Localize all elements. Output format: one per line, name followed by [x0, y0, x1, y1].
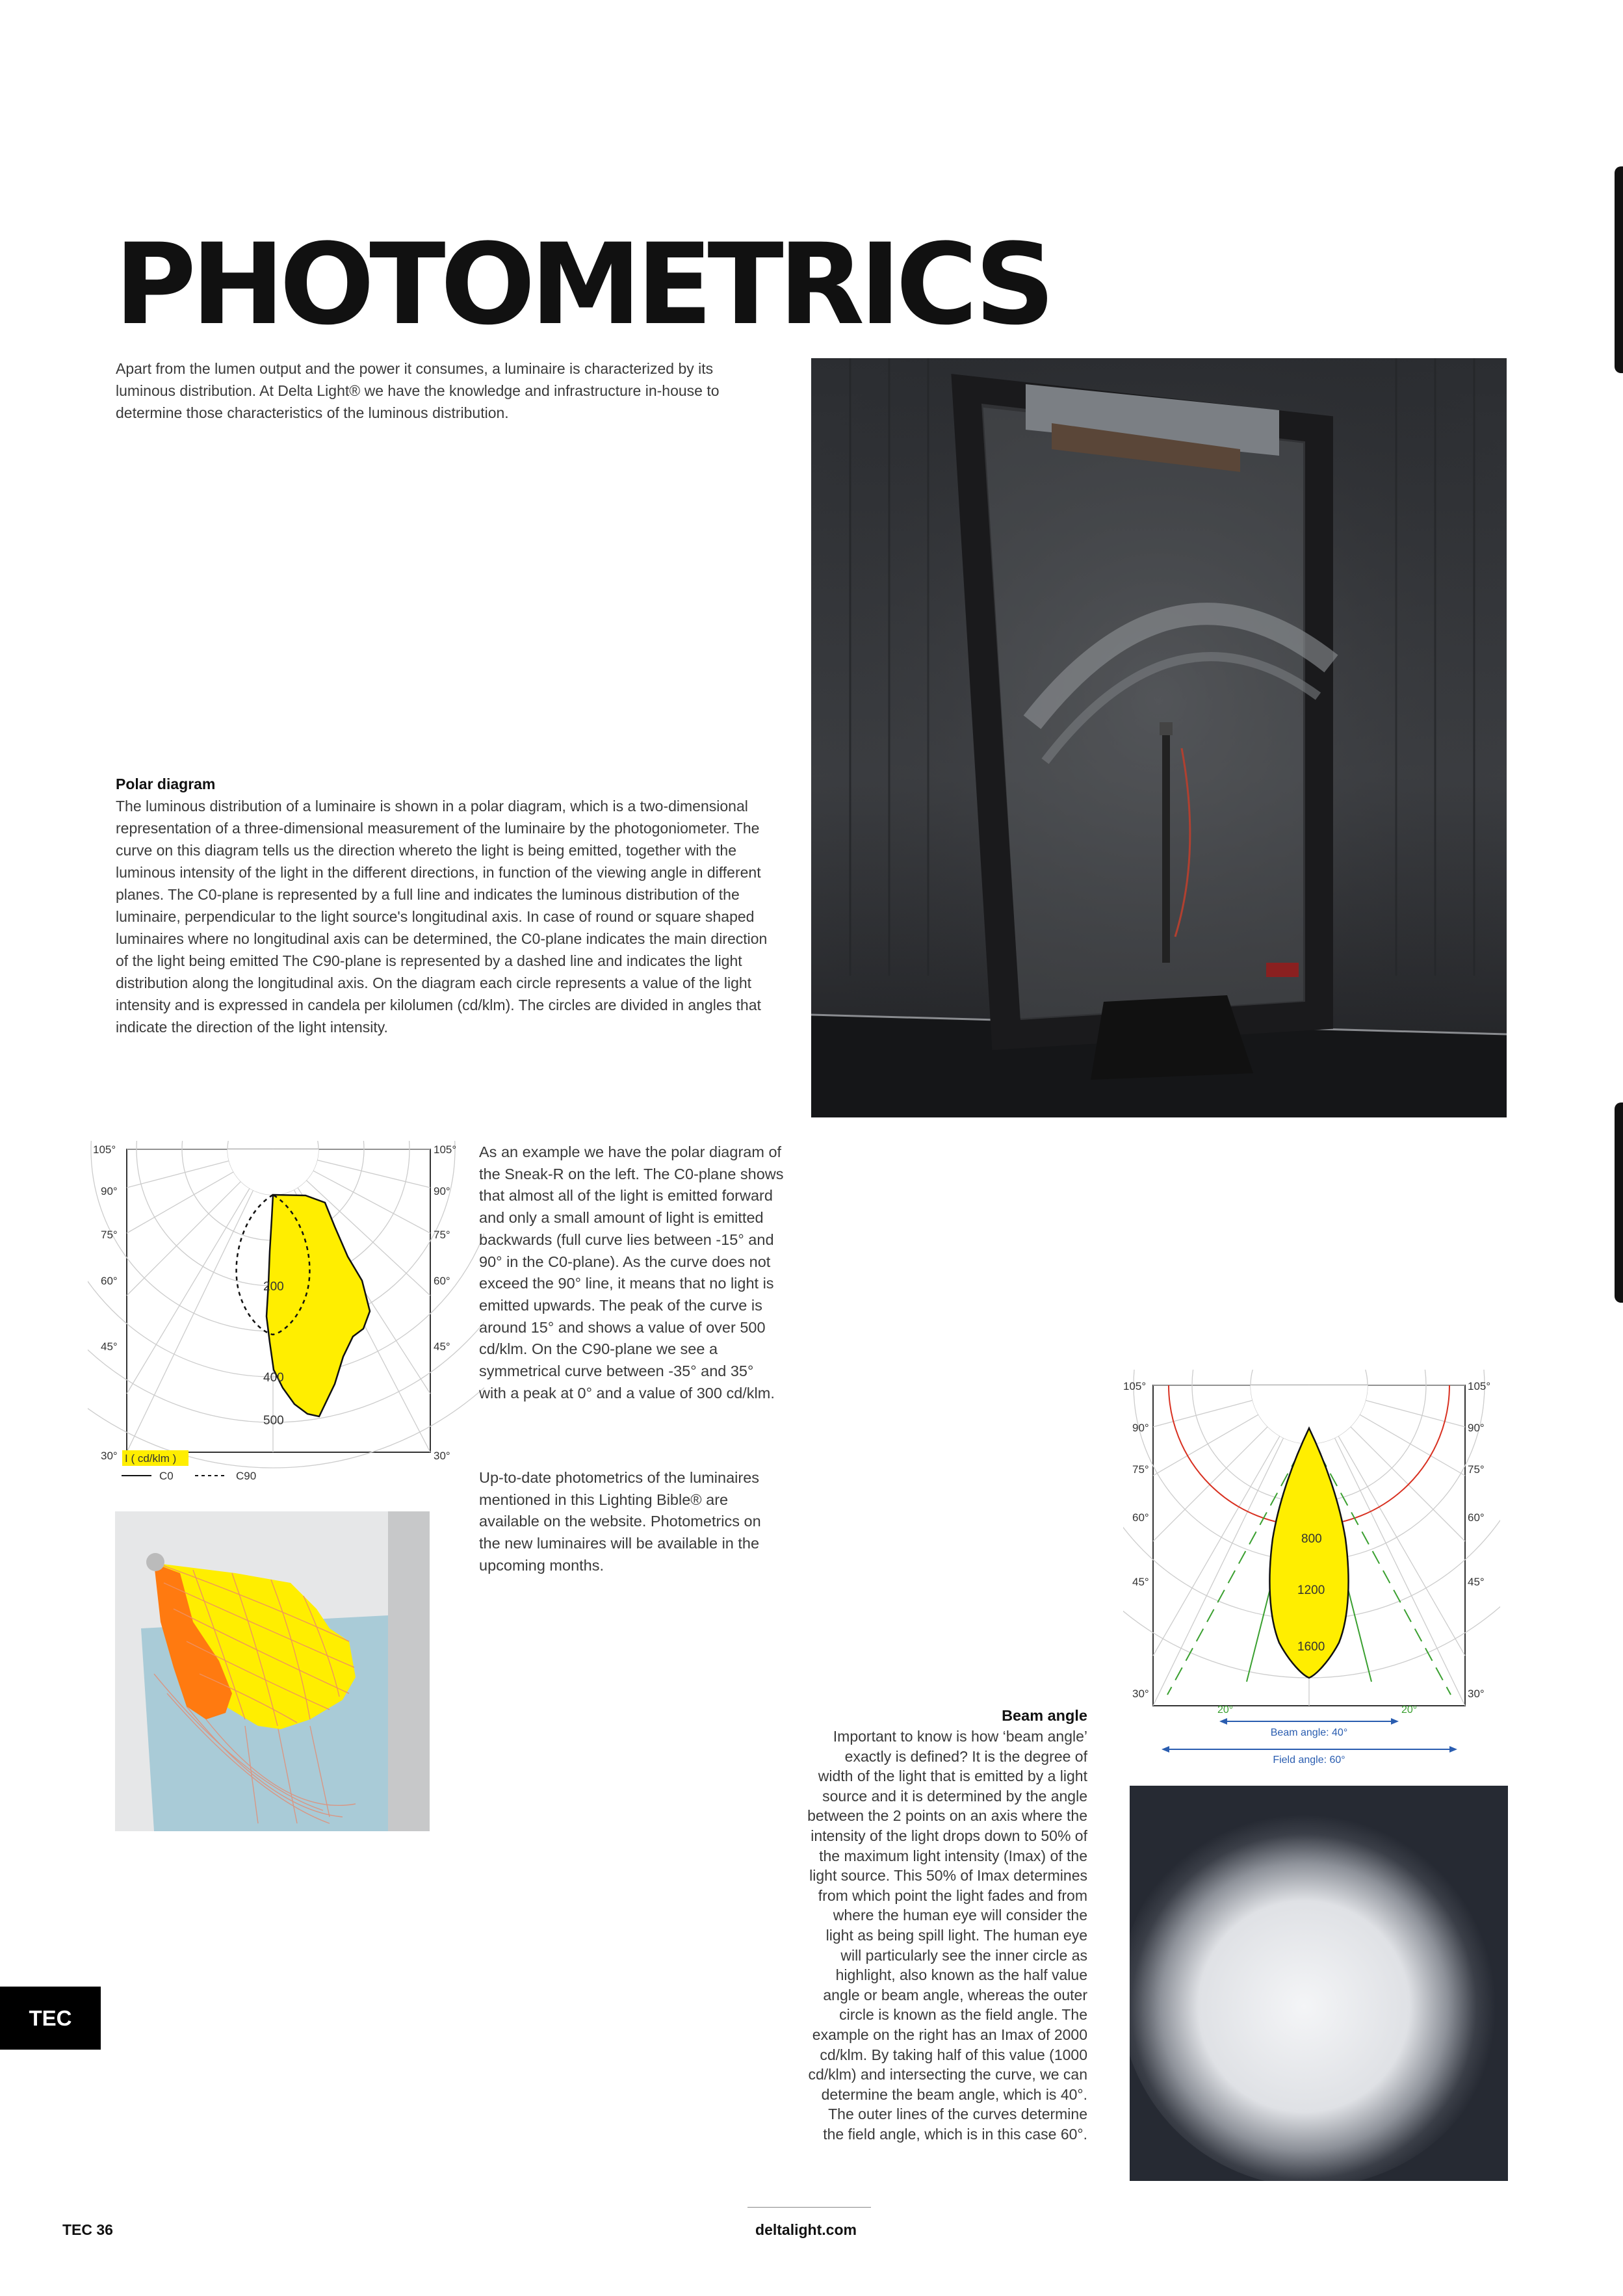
polar-diagram-heading: Polar diagram	[116, 776, 216, 792]
polar-diagram-beam-angle	[1123, 1370, 1500, 1766]
beam-angle-label: Beam angle: 40°	[1270, 1727, 1348, 1738]
section-edge-tab-middle	[1615, 1102, 1623, 1303]
light-spot-photo	[1130, 1786, 1508, 2181]
polar-diagram-text: The luminous distribution of a luminaire is shown in a polar diagram, which is a two-dimensional representation of a three-dimensional measurement of the luminaire by the photogoniometer. The curve on this diagram tells us the direction whereto the light is being emitted, together with the luminous intensity of the light in the different directions, in function of the viewing angle in different planes. The C0-plane is represented by a full line and indicates the luminous distribution of the luminaire, perpendicular to the light source's longitudinal axis. In case of round or square shaped luminaires where no longitudinal axis can be determined, the C0-plane indicates the main direction of the light being emitted The C90-plane is represented by a dashed line and indicates the light distribution along the longitudinal axis. On the diagram each circle represents a value of the light intensity and is expressed in candela per kilolumen (cd/klm). The circles are divided in angles that indicate the direction of the light intensity.	[116, 798, 768, 1036]
angle-label-45-right: 45°	[434, 1340, 450, 1353]
ring-label-200: 200	[263, 1280, 284, 1294]
footer-divider	[747, 2207, 871, 2208]
ring-label-500: 500	[263, 1414, 284, 1428]
half-angle-left-label: 20°	[1217, 1704, 1234, 1715]
section-edge-tab-top	[1615, 166, 1623, 373]
website-link[interactable]: deltalight.com	[755, 2221, 857, 2238]
section-tab-tec[interactable]	[0, 1987, 101, 2050]
angle-label-105-left: 105°	[1123, 1380, 1147, 1392]
angle-label-60-right: 60°	[434, 1275, 450, 1287]
update-paragraph: Up-to-date photometrics of the luminaires mentioned in this Lighting Bible® are available on the website. Photometrics on the new luminaires will be available in the upcoming months.	[479, 1469, 761, 1574]
angle-label-75-right: 75°	[1468, 1463, 1485, 1476]
photometric-3d-render	[115, 1511, 430, 1831]
page-title: PHOTOMETRICS	[114, 219, 1050, 350]
ring-label-1600: 1600	[1297, 1640, 1325, 1654]
angle-label-45-left: 45°	[1132, 1576, 1149, 1588]
angle-label-60-right: 60°	[1468, 1511, 1485, 1524]
angle-label-45-right: 45°	[1468, 1576, 1485, 1588]
angle-label-45-left: 45°	[101, 1340, 118, 1353]
ring-label-1200: 1200	[1297, 1584, 1325, 1597]
angle-label-105-right: 105°	[434, 1143, 457, 1156]
angle-label-90-right: 90°	[434, 1185, 450, 1197]
legend-c90-label: C90	[236, 1470, 257, 1482]
photogoniometer-photo	[811, 358, 1507, 1117]
angle-label-60-left: 60°	[101, 1275, 118, 1287]
polar-diagram-sneak-r	[88, 1141, 484, 1489]
angle-label-75-left: 75°	[1132, 1463, 1149, 1476]
page-number: TEC 36	[62, 2221, 113, 2238]
angle-label-105-right: 105°	[1468, 1380, 1491, 1392]
unit-label: I ( cd/klm )	[125, 1452, 177, 1465]
angle-label-30-left: 30°	[101, 1450, 118, 1462]
ring-label-400: 400	[263, 1371, 284, 1385]
angle-label-75-right: 75°	[434, 1229, 450, 1241]
angle-label-90-left: 90°	[101, 1185, 118, 1197]
field-angle-label: Field angle: 60°	[1273, 1755, 1345, 1766]
angle-label-105-left: 105°	[93, 1143, 116, 1156]
legend-c0-label: C0	[159, 1470, 174, 1482]
ring-label-800: 800	[1301, 1532, 1322, 1546]
angle-label-60-left: 60°	[1132, 1511, 1149, 1524]
angle-label-90-right: 90°	[1468, 1422, 1485, 1434]
angle-label-30-left: 30°	[1132, 1688, 1149, 1700]
beam-angle-text: Important to know is how ‘beam angle’ exactly is defined? It is the degree of width of the light that is emitted by a light source and it is determined by the angle between the 2 points on an axis where the intensity of the light drops down to 50% of the maximum light intensity (Imax) of the light source. This 50% of Imax determines from which point the light fades and from where the human eye will consider the light as being spill light. The human eye will particularly see the inner circle as highlight, also known as the half value angle or beam angle, whereas the outer circle is known as the field angle. The example on the right has an Imax of 2000 cd/klm. By taking half of this value (1000 cd/klm) and intersecting the curve, we can determine the beam angle, which is 40°. The outer lines of the curves determine the field angle, which is in this case 60°.	[807, 1728, 1087, 2143]
example-paragraph: As an example we have the polar diagram of the Sneak-R on the left. The C0-plane shows that almost all of the light is emitted forward and only a small amount of light is emitted backwards (full curve lies between -15° and 90° in the C0-plane). As the curve does not exceed the 90° line, it means that no light is emitted upwards. The peak of the curve is around 15° and shows a value of over 500 cd/klm. On the C90-plane we see a symmetrical curve between -35° and 35° with a peak at 0° and a value of 300 cd/klm.	[479, 1143, 784, 1402]
angle-label-90-left: 90°	[1132, 1422, 1149, 1434]
beam-angle-heading: Beam angle	[1002, 1707, 1087, 1724]
half-angle-right-label: 20°	[1401, 1704, 1418, 1715]
angle-label-75-left: 75°	[101, 1229, 118, 1241]
angle-label-30-right: 30°	[1468, 1688, 1485, 1700]
section-tab-label: TEC	[29, 2005, 72, 2030]
angle-label-30-right: 30°	[434, 1450, 450, 1462]
intro-paragraph: Apart from the lumen output and the power it consumes, a luminaire is characterized by its luminous distribution. At Delta Light® we have the knowledge and infrastructure in-house to determine those characteristics of the luminous distribution.	[116, 360, 720, 421]
